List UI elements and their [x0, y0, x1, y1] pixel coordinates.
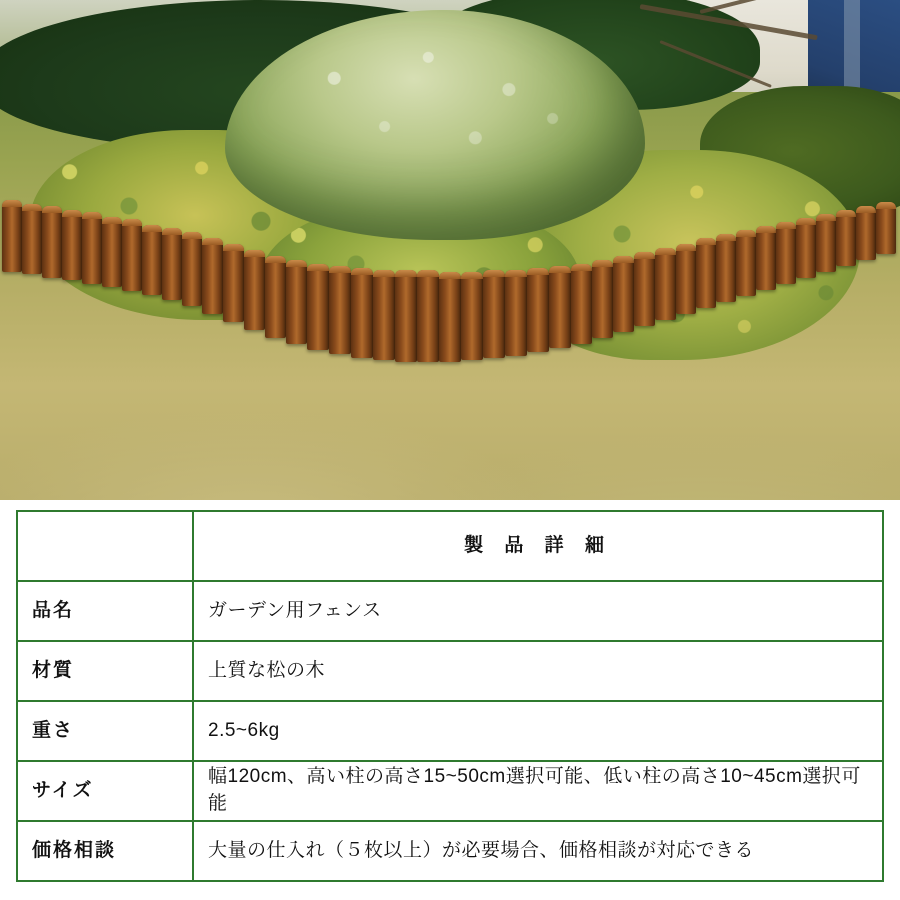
spec-table-section [0, 500, 900, 900]
fence-post [549, 266, 571, 348]
fence-post [856, 206, 876, 260]
product-spec-table [16, 510, 884, 882]
fence-post [676, 244, 696, 314]
table-row [17, 761, 883, 821]
fence-post [244, 250, 265, 330]
table-row [17, 701, 883, 761]
spec-value-weight: 2.5~6kg [193, 701, 883, 761]
fence-post [505, 270, 527, 356]
fence-post [142, 225, 162, 295]
fence-post [439, 272, 461, 362]
fence-post [483, 270, 505, 358]
fence-post [351, 268, 373, 358]
fence-post [876, 202, 896, 254]
spec-label-name: 品名 [17, 581, 193, 641]
fence-post [286, 260, 307, 344]
wooden-fence [0, 150, 900, 430]
fence-post [417, 270, 439, 362]
table-row [17, 641, 883, 701]
fence-post [329, 266, 351, 354]
spec-label-size: サイズ [17, 761, 193, 821]
fence-post [102, 217, 122, 287]
fence-post [223, 244, 244, 322]
fence-post [265, 256, 286, 338]
table-row [17, 581, 883, 641]
fence-post [592, 260, 613, 338]
table-row [17, 821, 883, 881]
fence-post [307, 264, 329, 350]
fence-post [461, 272, 483, 360]
fence-post [373, 270, 395, 360]
fence-post [736, 230, 756, 296]
spec-label-material: 材質 [17, 641, 193, 701]
spec-table-title: 製 品 詳 細 [193, 511, 883, 581]
fence-post [395, 270, 417, 362]
fence-post [836, 210, 856, 266]
fence-post [182, 232, 202, 306]
fence-post [62, 210, 82, 280]
fence-post [2, 200, 22, 272]
table-row [17, 511, 883, 581]
fence-post [716, 234, 736, 302]
spec-value-material: 上質な松の木 [193, 641, 883, 701]
spec-label-weight: 重さ [17, 701, 193, 761]
spec-value-price-consult: 大量の仕入れ（５枚以上）が必要場合、価格相談が対応できる [193, 821, 883, 881]
fence-post [22, 204, 42, 274]
fence-post [776, 222, 796, 284]
spec-value-size: 幅120cm、高い柱の高さ15~50cm選択可能、低い柱の高さ10~45cm選択可能 [193, 761, 883, 821]
title-spacer-cell [17, 511, 193, 581]
fence-post [655, 248, 676, 320]
fence-post [816, 214, 836, 272]
fence-post [202, 238, 223, 314]
fence-post [571, 264, 592, 344]
fence-post [527, 268, 549, 352]
fence-post [756, 226, 776, 290]
fence-post [634, 252, 655, 326]
fence-post [796, 218, 816, 278]
fence-post [42, 206, 62, 278]
fence-post [82, 212, 102, 284]
fence-post [613, 256, 634, 332]
fence-post [696, 238, 716, 308]
spec-label-price-consult: 価格相談 [17, 821, 193, 881]
fence-post [122, 219, 142, 291]
fence-post [162, 228, 182, 300]
spec-value-name: ガーデン用フェンス [193, 581, 883, 641]
